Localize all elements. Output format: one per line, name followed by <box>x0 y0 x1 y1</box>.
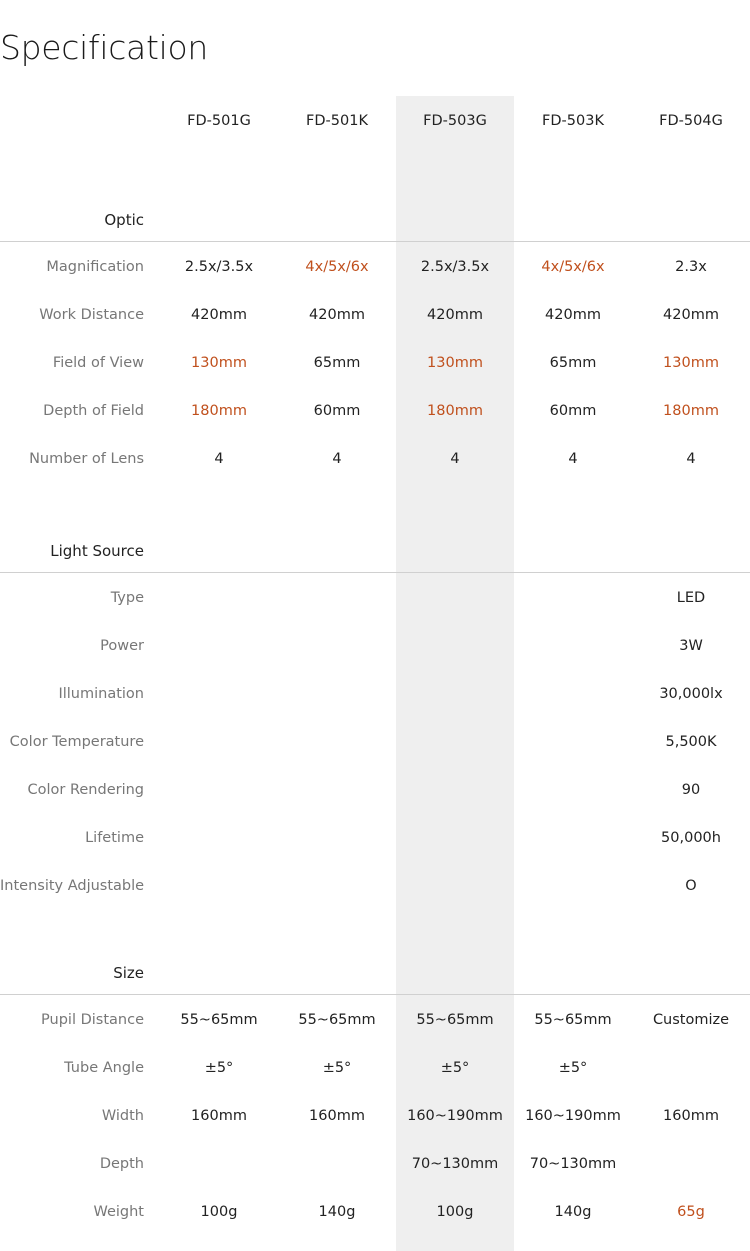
spec-value: 4x/5x/6x <box>305 259 369 275</box>
model-header-fd-504g: FD-504G <box>659 113 723 129</box>
spec-value: 180mm <box>663 403 719 419</box>
spec-value: 4 <box>332 451 342 467</box>
spec-label: Color Temperature <box>9 734 144 750</box>
spec-value: 2.5x/3.5x <box>184 259 254 275</box>
model-header-fd-501g: FD-501G <box>187 113 251 129</box>
spec-value: 420mm <box>427 307 483 323</box>
model-header-fd-503k: FD-503K <box>542 113 604 129</box>
model-header-fd-503g: FD-503G <box>423 113 487 129</box>
spec-value <box>396 574 514 622</box>
spec-row-pupil-distance <box>0 996 750 1044</box>
spec-value: 2.3x <box>675 259 707 275</box>
spec-label: Color Rendering <box>27 782 144 798</box>
spec-row-depth-of-field <box>0 387 750 435</box>
spec-row-field-of-view <box>0 339 750 387</box>
spec-label: Width <box>101 1108 144 1124</box>
spec-value: 2.5x/3.5x <box>420 259 490 275</box>
spec-row-illumination <box>0 670 750 718</box>
section-header-size <box>0 910 750 995</box>
section-header-light-source <box>0 483 750 573</box>
spec-value: 160mm <box>309 1108 365 1124</box>
spec-label: Work Distance <box>39 307 144 323</box>
spec-value: 65g <box>677 1204 705 1220</box>
spec-value: 180mm <box>427 403 483 419</box>
spec-row-width <box>0 1092 750 1140</box>
spec-label: Number of Lens <box>29 451 144 467</box>
spec-row-intensity-adjustable <box>0 862 750 910</box>
spec-row-magnification <box>0 243 750 291</box>
spec-value: 130mm <box>663 355 719 371</box>
spec-value: 140g <box>554 1204 592 1220</box>
spec-value: 4 <box>450 451 460 467</box>
spec-value <box>514 718 632 766</box>
spec-label: Magnification <box>46 259 144 275</box>
spec-value <box>514 670 632 718</box>
spec-value <box>278 718 396 766</box>
spec-value: 4 <box>214 451 224 467</box>
spec-label: Intensity Adjustable <box>0 878 145 894</box>
spec-value <box>278 766 396 814</box>
page-title: Specification <box>0 28 208 67</box>
spec-value: 50,000h <box>661 830 721 846</box>
spec-value: 130mm <box>191 355 247 371</box>
spec-value: 70~130mm <box>411 1156 499 1172</box>
spec-table <box>0 96 750 1236</box>
spec-value: 55~65mm <box>298 1012 376 1028</box>
spec-value <box>396 862 514 910</box>
spec-value: 420mm <box>191 307 247 323</box>
model-header-row <box>0 96 750 146</box>
spec-value: 70~130mm <box>529 1156 617 1172</box>
spec-value <box>396 622 514 670</box>
spec-value <box>632 1044 750 1092</box>
spec-value: 65mm <box>549 355 597 371</box>
spec-value: 4 <box>568 451 578 467</box>
spec-value <box>514 622 632 670</box>
spec-label: Depth <box>99 1156 144 1172</box>
spec-value: 60mm <box>313 403 361 419</box>
spec-row-color-rendering <box>0 766 750 814</box>
spec-value: 4 <box>686 451 696 467</box>
spec-value <box>514 862 632 910</box>
spec-value: 130mm <box>427 355 483 371</box>
spec-value: 420mm <box>545 307 601 323</box>
spec-value: 100g <box>200 1204 238 1220</box>
spec-value: 55~65mm <box>416 1012 494 1028</box>
spec-value <box>514 814 632 862</box>
section-title: Optic <box>104 211 144 229</box>
spec-value: 140g <box>318 1204 356 1220</box>
spec-label: Pupil Distance <box>41 1012 144 1028</box>
spec-value: 30,000lx <box>659 686 723 702</box>
spec-row-work-distance <box>0 291 750 339</box>
spec-value <box>160 574 278 622</box>
model-header-fd-501k: FD-501K <box>306 113 368 129</box>
spec-row-number-of-lens <box>0 435 750 483</box>
spec-value: O <box>685 878 697 894</box>
spec-value: 160mm <box>663 1108 719 1124</box>
spec-value: 5,500K <box>665 734 717 750</box>
spec-value: ±5° <box>440 1060 470 1076</box>
spec-value: ±5° <box>558 1060 588 1076</box>
spec-value <box>396 766 514 814</box>
spec-value <box>278 622 396 670</box>
spec-row-type <box>0 574 750 622</box>
spec-value <box>396 718 514 766</box>
spec-value: Customize <box>652 1012 730 1028</box>
spec-value <box>160 1140 278 1188</box>
spec-value <box>278 1140 396 1188</box>
spec-value: 90 <box>681 782 701 798</box>
spec-value <box>160 718 278 766</box>
section-title: Size <box>113 964 144 982</box>
section-title: Light Source <box>50 542 144 560</box>
spec-value <box>278 814 396 862</box>
spec-row-color-temperature <box>0 718 750 766</box>
spec-value <box>278 574 396 622</box>
spec-label: Field of View <box>52 355 144 371</box>
spec-value: 4x/5x/6x <box>541 259 605 275</box>
spec-row-weight <box>0 1188 750 1236</box>
spec-value: 160~190mm <box>407 1108 503 1124</box>
spec-value <box>160 766 278 814</box>
spec-value <box>278 670 396 718</box>
spec-row-depth <box>0 1140 750 1188</box>
section-header-optic <box>0 146 750 242</box>
spec-label: Tube Angle <box>64 1060 144 1076</box>
spec-value: ±5° <box>322 1060 352 1076</box>
spec-value <box>160 862 278 910</box>
spec-label: Depth of Field <box>43 403 144 419</box>
spec-value <box>514 766 632 814</box>
spec-value <box>514 574 632 622</box>
spec-label: Power <box>100 638 144 654</box>
spec-value: 100g <box>436 1204 474 1220</box>
spec-value <box>160 670 278 718</box>
spec-row-power <box>0 622 750 670</box>
spec-value: 420mm <box>309 307 365 323</box>
spec-value: 3W <box>679 638 703 654</box>
spec-value <box>160 814 278 862</box>
spec-label: Type <box>110 590 144 606</box>
spec-label: Weight <box>93 1204 144 1220</box>
spec-value: 180mm <box>191 403 247 419</box>
spec-value: 160~190mm <box>525 1108 621 1124</box>
spec-row-lifetime <box>0 814 750 862</box>
spec-value <box>396 814 514 862</box>
spec-value <box>632 1140 750 1188</box>
spec-value: 160mm <box>191 1108 247 1124</box>
spec-value <box>160 622 278 670</box>
spec-value: 65mm <box>313 355 361 371</box>
spec-value: 55~65mm <box>534 1012 612 1028</box>
spec-value: LED <box>676 590 706 606</box>
spec-label: Lifetime <box>85 830 144 846</box>
spec-value: ±5° <box>204 1060 234 1076</box>
spec-label: Illumination <box>58 686 144 702</box>
spec-row-tube-angle <box>0 1044 750 1092</box>
spec-value: 55~65mm <box>180 1012 258 1028</box>
spec-value: 420mm <box>663 307 719 323</box>
spec-value: 60mm <box>549 403 597 419</box>
spec-value <box>278 862 396 910</box>
spec-value <box>396 670 514 718</box>
